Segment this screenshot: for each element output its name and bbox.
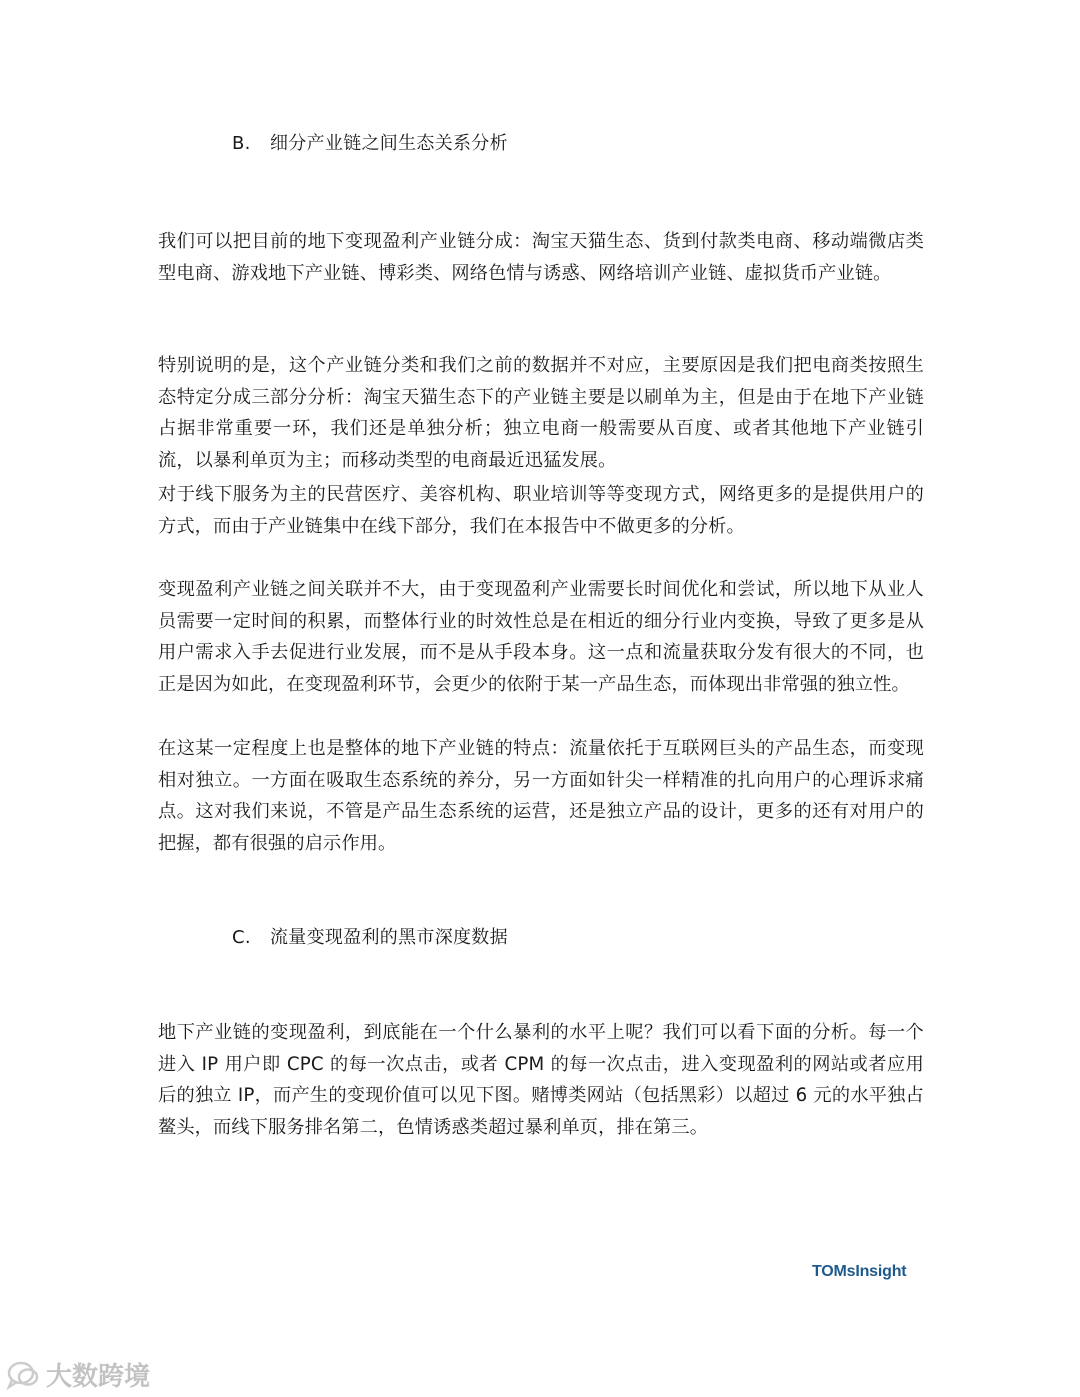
paragraph-4: 变现盈利产业链之间关联并不大，由于变现盈利产业需要长时间优化和尝试，所以地下从业人员需要一定时间的积累，而整体行业的时效性总是在相近的细分行业内变换，导致了更多是从用户需求入手去促进行业发展，而不是从手段本身。这一点和流量获取分发有很大的不同，也正是因为如此，在变现盈利环节，会更少的依附于某一产品生态，而体现出非常强的独立性。: [158, 579, 924, 695]
watermark-chat-icon: [6, 1360, 40, 1390]
paragraph-c: 地下产业链的变现盈利，到底能在一个什么暴利的水平上呢？我们可以看下面的分析。每一个进入 IP 用户即 CPC 的每一次点击，或者 CPM 的每一次点击，进入变现盈利的网站或者应用后的独立 IP，而产生的变现价值可以见下图。赌博类网站（包括黑彩）以超过 6 元的水平独占鳌头，而线下服务排名第二，色情诱惑类超过暴利单页，排在第三。: [158, 1022, 924, 1138]
section-b-marker: B.: [232, 133, 251, 154]
section-c-heading: [232, 925, 508, 951]
paragraph-1: 我们可以把目前的地下变现盈利产业链分成：淘宝天猫生态、货到付款类电商、移动端微店类型电商、游戏地下产业链、博彩类、网络色情与诱惑、网络培训产业链、虚拟货币产业链。: [158, 231, 924, 284]
brand-logo: TOMsInsight: [812, 1263, 907, 1280]
watermark-text: 大数跨境: [46, 1362, 151, 1392]
section-c-marker: C.: [232, 927, 251, 948]
paragraph-2: 特别说明的是，这个产业链分类和我们之前的数据并不对应，主要原因是我们把电商类按照生态特定分成三部分分析：淘宝天猫生态下的产业链主要是以刷单为主，但是由于在地下产业链占据非常重要一环，我们还是单独分析；独立电商一般需要从百度、或者其他地下产业链引流，以暴利单页为主；而移动类型的电商最近迅猛发展。: [158, 355, 924, 471]
section-b-title: 细分产业链之间生态关系分析: [270, 133, 508, 154]
paragraph-3: 对于线下服务为主的民营医疗、美容机构、职业培训等等变现方式，网络更多的是提供用户的方式，而由于产业链集中在线下部分，我们在本报告中不做更多的分析。: [158, 484, 924, 537]
watermark: [6, 1356, 150, 1393]
paragraph-5: 在这某一定程度上也是整体的地下产业链的特点：流量依托于互联网巨头的产品生态，而变现相对独立。一方面在吸取生态系统的养分，另一方面如针尖一样精准的扎向用户的心理诉求痛点。这对我们来说，不管是产品生态系统的运营，还是独立产品的设计，更多的还有对用户的把握，都有很强的启示作用。: [158, 738, 924, 854]
section-c-title: 流量变现盈利的黑市深度数据: [270, 927, 508, 948]
section-b-heading: [232, 131, 508, 157]
